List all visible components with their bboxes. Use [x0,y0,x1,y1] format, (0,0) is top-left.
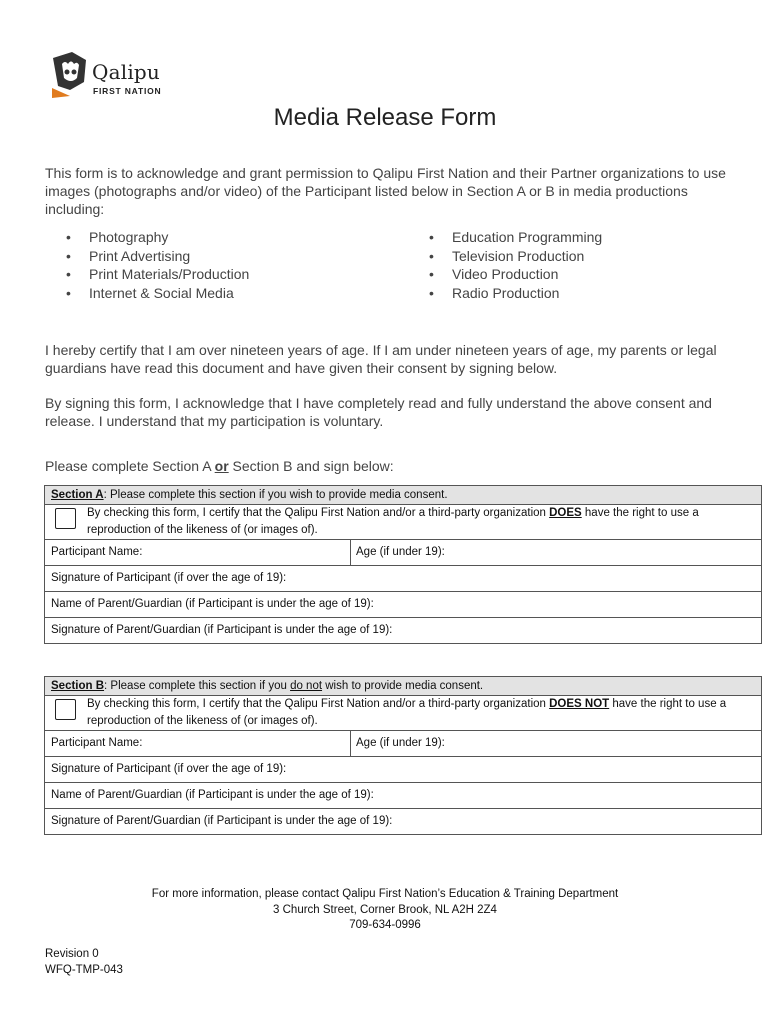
qalipu-logo [50,50,170,102]
section-a-checkbox[interactable] [55,508,76,529]
logo-name: Qalipu [92,60,160,84]
section-a-header: Section A: Please complete this section if you wish to provide media consent. [45,486,761,505]
list-item: • Radio Production [408,284,602,303]
instruction [45,457,735,475]
age-field[interactable]: Age (if under 19): [350,540,445,565]
list-item: • Photography [45,228,249,247]
participant-name-field[interactable]: Participant Name: Age (if under 19): [45,731,761,757]
list-item: • Internet & Social Media [45,284,249,303]
section-b-header: Section B: Please complete this section if you do not wish to provide media consent. [45,677,761,696]
media-list-left [45,228,249,302]
list-item: • Education Programming [408,228,602,247]
instruction-text: Please complete Section A [45,458,215,474]
section-a-consent-row [45,505,761,540]
qalipu-logo-icon [50,50,90,100]
participant-signature-field[interactable]: Signature of Participant (if over the age of 19): [45,566,761,592]
section-b-consent-text: By checking this form, I certify that the Qalipu First Nation and/or a third-party organization DOES NOT have the right to use a reproduction of the likeness of (or images of). [87,698,727,727]
media-list-right [408,228,602,302]
contact-footer [0,887,770,934]
section-b [44,676,762,835]
section-a [44,485,762,644]
footer-contact-line: For more information, please contact Qalipu First Nation’s Education & Training Department [151,888,619,900]
acknowledgement: By signing this form, I acknowledge that I have completely read and fully understand the above consent and release. I understand that my participation is voluntary. [45,395,712,429]
age-field[interactable]: Age (if under 19): [350,731,445,756]
parent-name-field[interactable]: Name of Parent/Guardian (if Participant is under the age of 19): [45,592,761,618]
list-item: • Print Materials/Production [45,265,249,284]
list-item: • Video Production [408,265,602,284]
page-title: Media Release Form [273,104,497,131]
instruction-text-end: Section B and sign below: [228,458,394,474]
section-b-checkbox[interactable] [55,699,76,720]
footer-phone: 709-634-0996 [349,919,421,931]
section-b-consent-row [45,696,761,731]
section-a-consent-text: By checking this form, I certify that the Qalipu First Nation and/or a third-party organization DOES have the right to use a reproduction of the likeness of (or images of). [87,507,699,536]
age-certification: I hereby certify that I am over nineteen years of age. If I am under nineteen years of age, my parents or legal guardians have read this document and have given their consent by signing below. [45,342,717,376]
logo-subtitle: FIRST NATION [93,86,162,96]
parent-name-field[interactable]: Name of Parent/Guardian (if Participant is under the age of 19): [45,783,761,809]
parent-signature-field[interactable]: Signature of Parent/Guardian (if Participant is under the age of 19): [51,815,393,827]
revision-info [45,947,123,978]
participant-signature-field[interactable]: Signature of Participant (if over the age of 19): [45,757,761,783]
list-item: • Print Advertising [45,247,249,266]
participant-name-field[interactable]: Participant Name: Age (if under 19): [45,540,761,566]
parent-signature-field[interactable]: Signature of Parent/Guardian (if Participant is under the age of 19): [51,624,393,636]
revision-number: Revision 0 [45,948,99,960]
list-item: • Television Production [408,247,602,266]
form-code: WFQ-TMP-043 [45,963,123,976]
intro-paragraph: This form is to acknowledge and grant permission to Qalipu First Nation and their Partner organizations to use images (photographs and/or video) of the Participant listed below in Section A or B in media productions including: [45,165,726,217]
instruction-or: or [214,458,229,474]
footer-address: 3 Church Street, Corner Brook, NL A2H 2Z4 [273,903,497,916]
